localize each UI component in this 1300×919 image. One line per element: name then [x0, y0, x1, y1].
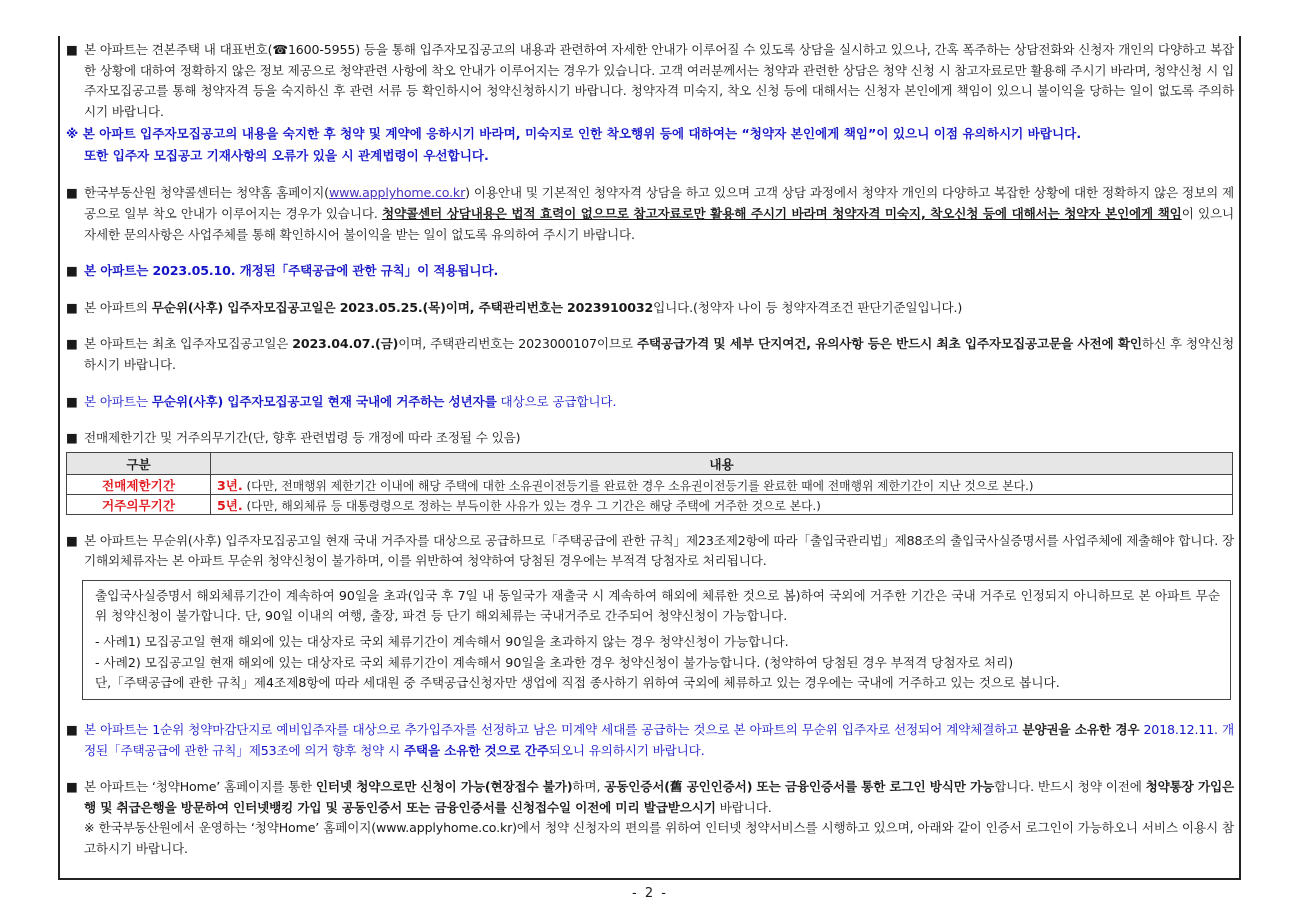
notice-line: ※ 본 아파트 입주자모집공고의 내용을 숙지한 후 청약 및 계약에 응하시기 바라며, 미숙지로 인한 착오행위 등에 대하여는 “청약자 본인에게 책임”이 있으니 이점 유의하시기 바랍니다. — [66, 126, 1082, 142]
paragraph-ownership — [66, 720, 1234, 761]
row-value — [211, 494, 1233, 514]
text-span: 합니다. 반드시 청약 이전에 — [994, 779, 1146, 795]
text-span: 이며, 주택관리번호는 2023000107이므로 — [398, 336, 637, 352]
emphasis-text: 청약콜센터 상담내용은 법적 효력이 없으므로 참고자료로만 활용해 주시기 바라며 청약자격 미숙지, 착오신청 등에 대해서는 청약자 본인에게 책임 — [381, 205, 1182, 221]
bullet-square: ■ — [66, 42, 78, 57]
bullet-square: ■ — [66, 263, 78, 279]
paragraph-residency — [66, 531, 1234, 572]
period-note: (다만, 전매행위 제한기간 이내에 해당 주택에 대한 소유권이전등기를 완료한 경우 소유권이전등기를 완료한 때에 전매행위 제한기간이 지난 것으로 본다.) — [242, 478, 1034, 493]
row-label: 전매제한기간 — [67, 474, 211, 494]
text-span: 되오니 유의하시기 바랍니다. — [548, 742, 705, 758]
paragraph-announcement-date — [66, 298, 1234, 319]
paragraph-eligibility — [66, 392, 1234, 413]
paragraph-online-application — [66, 777, 1234, 859]
emphasis-text: 인터넷 청약으로만 신청이 가능(현장접수 불가) — [315, 779, 573, 795]
bullet-square: ■ — [66, 299, 78, 315]
text-span: 하며, — [572, 779, 605, 795]
paragraph-text: 전매제한기간 및 거주의무기간(단, 향후 관련법령 등 개정에 따라 조정될 수 있음) — [84, 430, 521, 446]
text-span: 2018.12.11. 개정된「주택공급에 관한 규칙」제53조에 의거 향후 청약 시 — [84, 721, 1234, 758]
emphasis-text: 무순위(사후) 입주자모집공고일은 2023.05.25.(목)이며, 주택관리번호는 2023910032 — [151, 299, 654, 315]
paragraph-initial-announcement — [66, 334, 1234, 375]
paragraph-period-title — [66, 428, 1234, 449]
notice-line: 또한 입주자 모집공고 기재사항의 오류가 있을 시 관계법령이 우선합니다. — [84, 148, 489, 164]
paragraph-consultation — [66, 40, 1234, 122]
text-span: 본 아파트는 — [84, 393, 152, 409]
box-case: - 사례2) 모집공고일 현재 해외에 있는 대상자로 국외 체류기간이 계속해서 90일을 초과한 경우 청약신청이 불가능합니다. (청약하여 당첨된 경우 부적격 당첨자로 처리) — [95, 654, 1014, 670]
paragraph-text: 본 아파트는 무순위(사후) 입주자모집공고일 현재 국내 거주자를 대상으로 공급하므로「주택공급에 관한 규칙」제23조제2항에 따라「출입국관리법」제88조의 출입국사실증명서를 사업주체에 제출해야 합니다. 장기해외체류자는 본 아파트 무순위 청약신청이 불가하며, 이를 위반하여 청약하여 당첨된 경우에는 부적격 당첨자로 처리됩니다. — [84, 532, 1234, 569]
bullet-square: ■ — [66, 185, 78, 201]
emphasis-text: 주택을 소유한 것으로 간주 — [403, 742, 549, 758]
row-label: 거주의무기간 — [67, 494, 211, 514]
text-span: 본 아파트의 — [84, 299, 152, 315]
bullet-square: ■ — [66, 336, 78, 352]
bullet-square: ■ — [66, 779, 78, 795]
table-header-row — [67, 452, 1233, 474]
period-value: 3년. — [217, 477, 243, 493]
page-number: - 2 - — [632, 886, 668, 901]
row-value — [211, 474, 1233, 494]
text-span: 한국부동산원 청약콜센터는 청약홈 홈페이지( — [84, 185, 329, 201]
emphasis-text: 2023.04.07.(금) — [292, 336, 399, 352]
document-body — [66, 40, 1234, 859]
paragraph-rule-applied — [66, 261, 1234, 282]
paragraph-call-center — [66, 183, 1234, 245]
emphasis-text: 주택공급가격 및 세부 단지여건, 유의사항 등은 반드시 최초 입주자모집공고문을 사전에 확인 — [636, 336, 1142, 352]
bullet-square: ■ — [66, 393, 78, 409]
paragraph-note: ※ 한국부동산원에서 운영하는 ‘청약Home’ 홈페이지(www.applyhome.co.kr)에서 청약 신청자의 편의를 위하여 인터넷 청약서비스를 시행하고 있으며, 아래와 같이 인증서 로그인이 가능하오니 서비스 이용시 참고하시기 바랍니다. — [84, 820, 1234, 856]
paragraph-text: 본 아파트는 견본주택 내 대표번호(☎1600-5955) 등을 통해 입주자모집공고의 내용과 관련하여 자세한 안내가 이루어질 수 있도록 상담을 실시하고 있으나, 간혹 폭주하는 상담전화와 신청자 개인의 다양하고 복잡한 상황에 대하여 정확하지 않은 정보 제공으로 청약관련 사항에 착오 안내가 이루어지는 경우가 있습니다. 고객 여러분께서는 청약과 관련한 상담은 청약 신청 시 참고자료로만 활용해 주시기 바라며, 청약신청 시 입주자모집공고를 통해 청약자격 등을 숙지하신 후 관련 서류 등 확인하시어 청약신청하시기 바랍니다. 청약자격 미숙지, 착오 신청 등에 대해서는 신청자 본인에게 책임이 있으니 불이익을 당하는 일이 없도록 주의하시기 바랍니다. — [84, 42, 1234, 119]
overseas-stay-box — [82, 580, 1231, 700]
text-span: 하신 후 청약신청하시기 바랍니다. — [84, 336, 1234, 372]
text-span: 이 있으니 자세한 문의사항은 사업주체를 통해 확인하시어 불이익을 받는 일이 없도록 유의하여 주시기 바랍니다. — [84, 205, 1235, 242]
text-span: 본 아파트는 최초 입주자모집공고일은 — [84, 336, 293, 352]
period-table — [66, 452, 1233, 515]
emphasis-text: 무순위(사후) 입주자모집공고일 현재 국내에 거주하는 성년자를 — [151, 393, 497, 409]
text-span: 대상으로 공급합니다. — [496, 393, 617, 409]
bullet-square: ■ — [66, 430, 78, 446]
applyhome-link[interactable]: www.applyhome.co.kr — [328, 185, 466, 201]
table-row — [67, 494, 1233, 514]
bullet-square: ■ — [66, 532, 78, 548]
emphasis-text: 분양권을 소유한 경우 — [1022, 721, 1140, 737]
text-span: 본 아파트는 1순위 청약마감단지로 예비입주자를 대상으로 추가입주자를 선정하고 남은 미계약 세대를 공급하는 것으로 본 아파트의 무순위 입주자로 선정되어 계약체결하고 — [84, 721, 1023, 737]
emphasis-text: 청약통장 가입은행 및 취급은행을 방문하여 인터넷뱅킹 가입 및 공동인증서 또는 금융인증서를 신청접수일 이전에 미리 발급받으시기 — [84, 779, 1235, 815]
box-case: - 사례1) 모집공고일 현재 해외에 있는 대상자로 국외 체류기간이 계속해서 90일을 초과하지 않는 경우 청약신청이 가능합니다. — [95, 634, 789, 650]
text-span: 입니다.(청약자 나이 등 청약자격조건 판단기준일입니다.) — [653, 299, 963, 315]
box-case: 단,「주택공급에 관한 규칙」제4조제8항에 따라 세대원 중 주택공급신청자만 생업에 직접 종사하기 위하여 국외에 체류하고 있는 경우에는 국내에 거주하고 있는 것으로 봅니다. — [95, 674, 1060, 690]
emphasis-text: 공동인증서(舊 공인인증서) 또는 금융인증서를 통한 로그인 방식만 가능 — [604, 779, 995, 795]
notice-warning — [66, 123, 1234, 167]
text-span: ) 이용안내 및 기본적인 청약자격 상담을 하고 있으며 고객 상담 과정에서 청약자 개인의 다양하고 복잡한 상황에 대한 정확하지 않은 정보의 제공으로 일부 착오 안내가 이루어지는 경우가 있습니다. — [84, 185, 1234, 221]
period-note: (다만, 해외체류 등 대통령령으로 정하는 부득이한 사유가 있는 경우 그 기간은 해당 주택에 거주한 것으로 본다.) — [242, 498, 821, 513]
box-text: 출입국사실증명서 해외체류기간이 계속하여 90일을 초과(입국 후 7일 내 동일국가 재출국 시 계속하여 해외에 체류한 것으로 봄)하여 국외에 거주한 기간은 국내 거주로 인정되지 아니하므로 본 아파트 무순위 청약신청이 불가합니다. 단, 90일 이내의 여행, 출장, 파견 등 단기 해외체류는 국내거주로 간주되어 청약신청이 가능합니다. — [95, 587, 1220, 624]
table-header: 구분 — [67, 452, 211, 474]
table-header: 내용 — [211, 452, 1233, 474]
paragraph-text: 본 아파트는 2023.05.10. 개정된「주택공급에 관한 규칙」이 적용됩니다. — [84, 263, 499, 279]
bullet-square: ■ — [66, 721, 78, 737]
text-span: 본 아파트는 ‘청약Home’ 홈페이지를 통한 — [84, 779, 316, 795]
table-row — [67, 474, 1233, 494]
period-value: 5년. — [217, 497, 243, 513]
text-span: 바랍니다. — [715, 799, 772, 815]
